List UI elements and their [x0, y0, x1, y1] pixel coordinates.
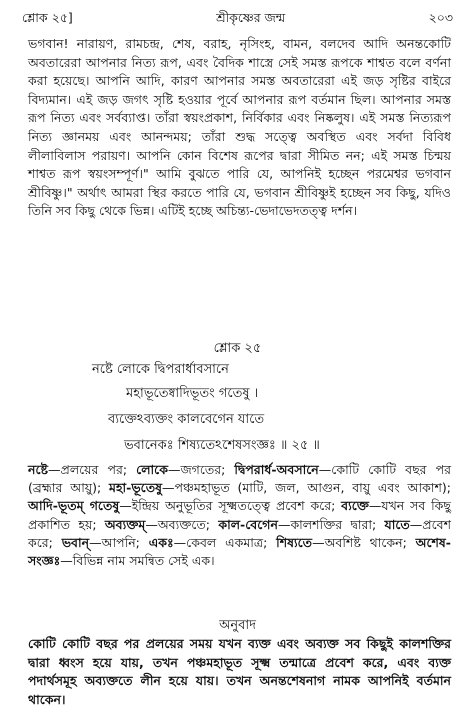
- verse-heading: শ্লোক ২৫: [213, 341, 262, 356]
- synonym-meaning: ইন্দ্রিয় অনুভূতির সূক্ষ্মতত্ত্বে প্রবেশ করে;: [131, 498, 342, 514]
- synonym-term: কাল-বেগেন: [218, 516, 278, 532]
- synonym-term: লোকে: [136, 462, 168, 477]
- synonyms-paragraph: নষ্টে—প্রলয়ের পর; লোকে—জগতের; দ্বিপরার্ধ-অবসানে—কোটি কোটি বছর পর (ব্রহ্মার আয়ু); মহা-ভূতেষু—পঞ্চমহাভূত (মাটি, জল, আগুন, বায়ু এবং আকাশ); আদি-ভূতম্ গতেষু—ইন্দ্রিয় অনুভূতির সূক্ষ্মতত্ত্বে প্রবেশ করে; ব্যক্তে—যখন সব কিছু প্রকাশিত হয়; অব্যক্তম্—অব্যক্ততে; কাল-বেগেন—কালশক্তির দ্বারা; যাতে—প্রবেশ করে; ভবান্—আপনি; একঃ—কেবল একমাত্র; শিষ্যতে—অবশিষ্ট থাকেন; অশেষ-সংজ্ঞঃ—বিভিন্ন নাম সমন্বিত সেই এক।: [28, 462, 451, 569]
- synonym-meaning: অব্যক্ততে;: [157, 516, 219, 532]
- synonym-meaning: যখন সব কিছু প্রকাশিত হয়;: [28, 498, 451, 532]
- chapter-title: শ্রীকৃষ্ণের জন্ম: [216, 10, 286, 25]
- synonym-term: ব্যক্তে: [341, 498, 369, 514]
- synonym-meaning: জগতের;: [180, 462, 235, 477]
- synonym-meaning: বিভিন্ন নাম সমন্বিত সেই এক।: [72, 553, 215, 569]
- page-number: ২০৩: [428, 10, 453, 25]
- synonym-meaning: পঞ্চমহাভূত (মাটি, জল, আগুন, বায়ু এবং আকাশ);: [174, 480, 451, 496]
- synonym-meaning: কোটি কোটি বছর পর (ব্রহ্মার আয়ু);: [28, 462, 451, 496]
- synonym-meaning: প্রবেশ করে;: [28, 516, 451, 550]
- synonym-term: শিষ্যতে: [276, 534, 313, 550]
- verse-line-4: ভবানেকঃ শিষ্যতেঽশেষসংজ্ঞঃ ॥ ২৫ ॥: [124, 438, 320, 453]
- translation-paragraph: কোটি কোটি বছর পর প্রলয়ের সময় যখন ব্যক্ত এবং অব্যক্ত সব কিছুই কালশক্তির দ্বারা ধ্বংস হয়ে যায়, তখন পঞ্চমহাভূত সূক্ষ্ম তন্মাত্রে প্রবেশ করে, এবং ব্যক্ত পদার্থসমূহ অব্যক্ততে লীন হয়ে যায়। তখন অনন্তশেষনাগ নামক আপনিই বর্তমান থাকেন।: [28, 636, 451, 707]
- verse-line-3: ব্যক্তেঽব্যক্তং কালবেগেন যাতে: [108, 412, 265, 427]
- synonym-term: অশেষ-সংজ্ঞঃ: [28, 534, 451, 569]
- synonym-meaning: কালশক্তির দ্বারা;: [290, 516, 385, 532]
- synonym-term: ভবান্: [61, 534, 90, 550]
- synonym-term: আদি-ভূতম্ গতেষু: [28, 498, 120, 514]
- purport-paragraph: ভগবান! নারায়ণ, রামচন্দ্র, শেষ, বরাহ, নৃসিংহ, বামন, বলদেব আদি অনন্তকোটি অবতারেরা আপনার নিত্য রূপ, এবং বৈদিক শাস্ত্রে সেই সমস্ত রূপকে শাশ্বত বলে বর্ণনা করা হয়েছে। আপনি আদি, কারণ আপনার সমস্ত অবতারেরা এই জড় সৃষ্টির বাইরে বিদ্যমান। এই জড় জগৎ সৃষ্টি হওয়ার পূর্বে আপনার রূপ বর্তমান ছিল। আপনার সমস্ত রূপ নিত্য এবং সর্বব্যাপ্ত। তাঁরা স্বয়ংপ্রকাশ, নির্বিকার এবং নিষ্কলুষ। এই সমস্ত নিত্যরূপ নিত্য জ্ঞানময় এবং আনন্দময়; তাঁরা শুদ্ধ সত্ত্বে অবস্থিত এবং সর্বদা বিবিধ লীলাবিলাস পরায়ণ। আপনি কোন বিশেষ রূপের দ্বারা সীমিত নন; এই সমস্ত চিন্ময় শাশ্বত রূপ স্বয়ংসম্পূর্ণ।" আমি বুঝতে পারি যে, আপনিই হচ্ছেন পরমেশ্বর ভগবান শ্রীবিষ্ণু।" অর্থাৎ আমরা স্থির করতে পারি যে, ভগবান শ্রীবিষ্ণুই হচ্ছেন সব কিছু, যদিও তিনি সব কিছু থেকে ভিন্ন। এটিই হচ্ছে অচিন্ত্য-ভেদাভেদতত্ত্ব দর্শন।: [28, 36, 451, 219]
- page-header: [22, 10, 453, 30]
- synonym-term: অব্যক্তম্: [104, 516, 146, 532]
- synonym-term: যাতে: [384, 516, 410, 532]
- verse-line-1: নষ্টে লোকে দ্বিপরার্ধাবসানে: [92, 362, 229, 377]
- synonym-meaning: অবশিষ্ট থাকেন;: [324, 534, 416, 550]
- synonym-meaning: কেবল একমাত্র;: [186, 534, 277, 550]
- verse-line-2: মহাভূতেষ্বাদিভূতং গতেষু ।: [126, 386, 259, 401]
- synonym-term: দ্বিপরার্ধ-অবসানে: [234, 462, 319, 477]
- synonym-meaning: আপনি;: [101, 534, 149, 550]
- synonym-meaning: প্রলয়ের পর;: [60, 462, 137, 477]
- synonym-term: মহা-ভূতেষু: [109, 480, 162, 496]
- verse-reference: শ্লোক ২৫]: [22, 10, 73, 25]
- synonym-term: একঃ: [148, 534, 174, 550]
- translation-heading: অনুবাদ: [219, 618, 256, 633]
- synonym-term: নষ্টে: [28, 462, 48, 477]
